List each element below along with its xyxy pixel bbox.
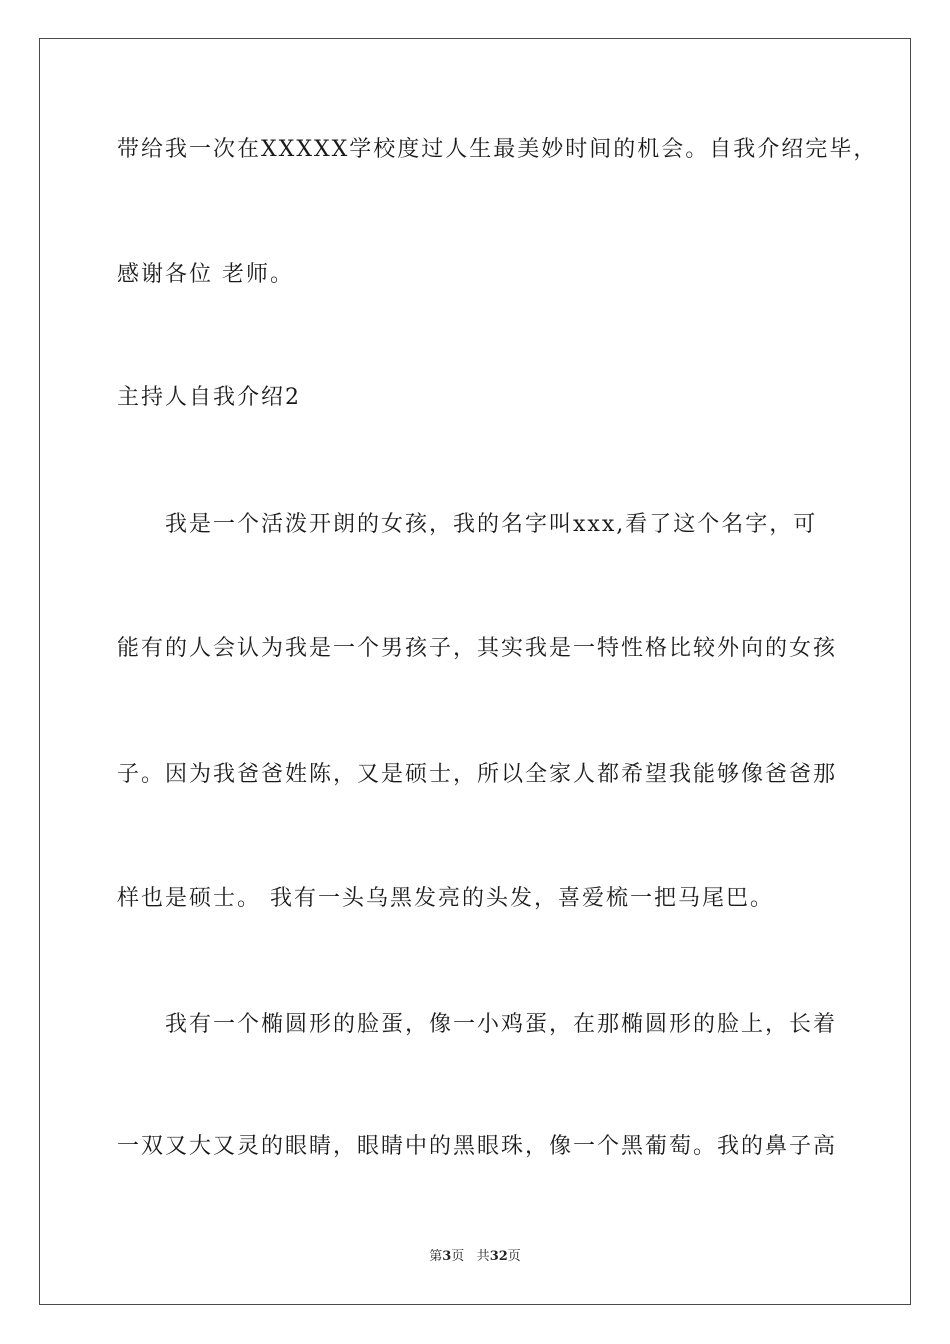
page-suffix: 页 <box>451 1249 465 1264</box>
page-number: 3 <box>442 1249 452 1264</box>
text-line: 样也是硕士。 我有一头乌黑发亮的头发，喜爱梳一把马尾巴。 <box>117 886 774 911</box>
text-line: 一双又大又灵的眼睛，眼睛中的黑眼珠，像一个黑葡萄。我的鼻子高 <box>117 1134 838 1159</box>
paragraph-first-line: 我是一个活泼开朗的女孩，我的名字叫xxx,看了这个名字，可 <box>165 512 818 537</box>
text-line: 子。因为我爸爸姓陈，又是硕士，所以全家人都希望我能够像爸爸那 <box>117 762 838 787</box>
text-line: 能有的人会认为我是一个男孩子，其实我是一特性格比较外向的女孩 <box>117 636 838 661</box>
section-heading: 主持人自我介绍2 <box>117 385 301 410</box>
page-border <box>39 38 911 1305</box>
total-prefix: 共 <box>476 1249 490 1264</box>
page-footer <box>0 1249 950 1265</box>
page-prefix: 第 <box>429 1249 443 1264</box>
total-suffix: 页 <box>507 1249 521 1264</box>
paragraph-first-line: 我有一个椭圆形的脸蛋，像一小鸡蛋，在那椭圆形的脸上，长着 <box>165 1012 838 1037</box>
text-line: 带给我一次在XXXXX学校度过人生最美妙时间的机会。自我介绍完毕， <box>117 137 878 162</box>
text-line: 感谢各位 老师。 <box>117 262 294 287</box>
total-pages: 32 <box>489 1249 508 1264</box>
